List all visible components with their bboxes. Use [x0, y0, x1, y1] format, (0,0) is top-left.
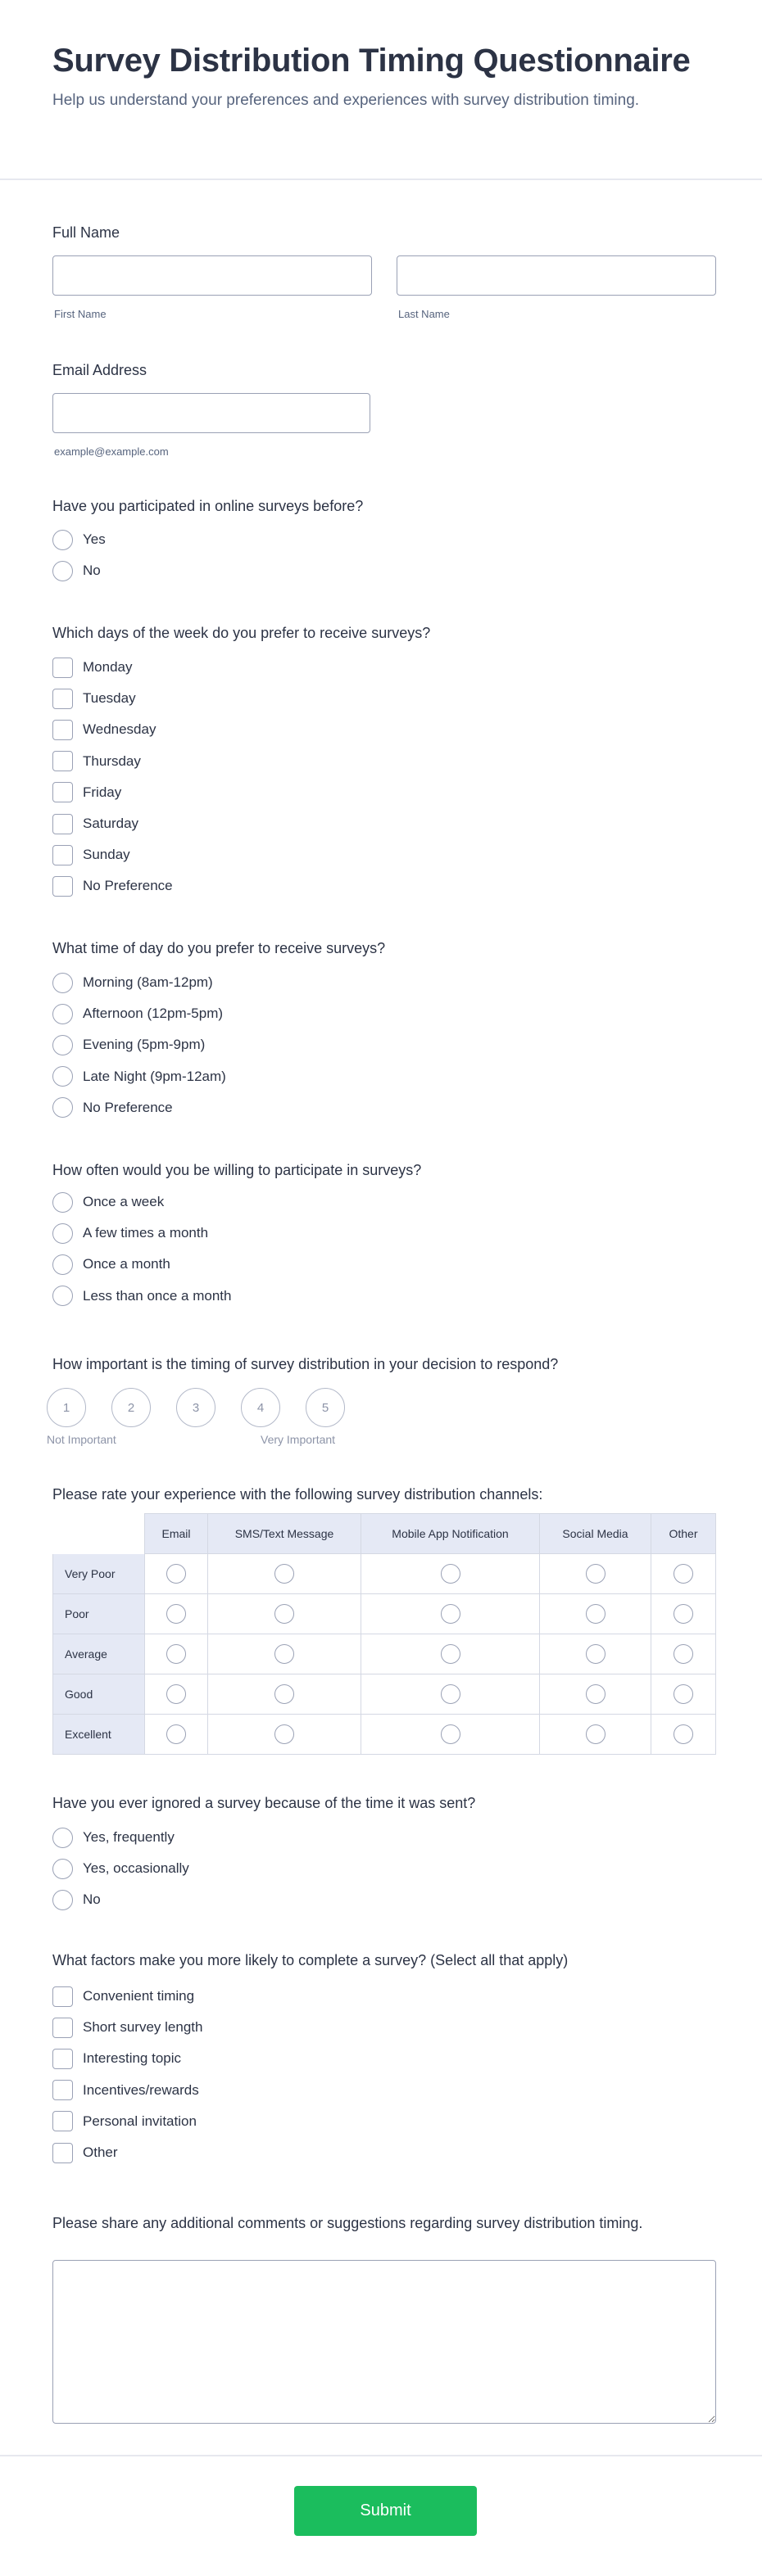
matrix-cell [145, 1715, 208, 1755]
radio-option[interactable] [52, 1097, 173, 1119]
radio-button[interactable] [52, 1004, 73, 1024]
matrix-radio[interactable] [586, 1604, 606, 1624]
option-label: Personal invitation [83, 2113, 197, 2129]
matrix-cell [145, 1634, 208, 1674]
matrix-radio[interactable] [441, 1644, 460, 1664]
radio-option[interactable] [52, 972, 213, 993]
checkbox-option[interactable] [52, 2080, 199, 2101]
checkbox[interactable] [52, 2111, 73, 2131]
matrix-cell [651, 1634, 716, 1674]
option-label: No Preference [83, 878, 173, 894]
matrix-row-label: Very Poor [52, 1554, 145, 1594]
option-label: Saturday [83, 816, 139, 831]
matrix-radio[interactable] [274, 1684, 294, 1704]
checkbox-option[interactable] [52, 657, 132, 678]
option-label: Thursday [83, 752, 141, 769]
matrix-radio[interactable] [586, 1564, 606, 1584]
option-label: Morning (8am-12pm) [83, 974, 213, 990]
matrix-cell [540, 1554, 651, 1594]
matrix-cell [208, 1674, 361, 1715]
option-label: Tuesday [83, 690, 136, 707]
matrix-radio[interactable] [274, 1604, 294, 1624]
scale-max-label: Very Important [261, 1433, 336, 1446]
checkbox-option[interactable] [52, 2017, 202, 2038]
header-divider [0, 179, 762, 180]
scale-option-5[interactable]: 5 [306, 1388, 345, 1427]
matrix-radio[interactable] [441, 1684, 460, 1704]
radio-option[interactable] [52, 1222, 208, 1244]
radio-option[interactable] [52, 1254, 170, 1275]
page-subtitle: Help us understand your preferences and experiences with survey distribution timing. [52, 92, 640, 109]
matrix-row [52, 1554, 716, 1594]
radio-option[interactable] [52, 1066, 226, 1087]
matrix-radio[interactable] [166, 1724, 186, 1744]
option-label: Other [83, 2144, 118, 2160]
radio-button[interactable] [52, 1859, 73, 1879]
matrix-radio[interactable] [166, 1604, 186, 1624]
scale-option-4[interactable]: 4 [241, 1388, 280, 1427]
ignored-question: Have you ever ignored a survey because of the time it was sent? [52, 1795, 476, 1811]
option-label: No [83, 563, 101, 579]
matrix-radio[interactable] [166, 1684, 186, 1704]
radio-button[interactable] [52, 1097, 73, 1118]
radio-button[interactable] [52, 530, 73, 550]
checkbox[interactable] [52, 720, 73, 740]
email-label: Email Address [52, 362, 147, 378]
option-label: Yes [83, 531, 106, 547]
radio-option[interactable] [52, 1191, 164, 1213]
scale-option-2[interactable]: 2 [111, 1388, 151, 1427]
option-label: Evening (5pm-9pm) [83, 1037, 206, 1053]
scale-option-1[interactable]: 1 [47, 1388, 86, 1427]
matrix-row-label: Poor [52, 1594, 145, 1634]
matrix-cell [208, 1634, 361, 1674]
matrix-radio[interactable] [441, 1724, 460, 1744]
option-label: Wednesday [83, 721, 156, 738]
radio-option[interactable] [52, 1889, 101, 1910]
checkbox-option[interactable] [52, 782, 121, 803]
option-label: Incentives/rewards [83, 2081, 199, 2098]
option-label: Sunday [83, 847, 130, 863]
option-label: No [83, 1891, 101, 1908]
checkbox[interactable] [52, 2049, 73, 2069]
comments-question: Please share any additional comments or suggestions regarding survey distribution timing. [52, 2215, 643, 2231]
matrix-cell [651, 1554, 716, 1594]
matrix-row [52, 1634, 716, 1674]
email-sublabel: example@example.com [54, 445, 169, 458]
radio-option[interactable] [52, 1827, 175, 1848]
matrix-radio[interactable] [674, 1644, 693, 1664]
matrix-cell [651, 1594, 716, 1634]
matrix-radio[interactable] [674, 1604, 693, 1624]
footer-divider [0, 2455, 762, 2456]
checkbox-option[interactable] [52, 2142, 118, 2163]
checkbox[interactable] [52, 845, 73, 865]
radio-button[interactable] [52, 1254, 73, 1275]
matrix-cell [208, 1594, 361, 1634]
checkbox-option[interactable] [52, 875, 173, 897]
option-label: Short survey length [83, 2019, 203, 2036]
checkbox-option[interactable] [52, 751, 141, 772]
radio-option[interactable] [52, 560, 101, 581]
matrix-column-header: Social Media [540, 1513, 651, 1554]
comments-textarea[interactable] [52, 2260, 716, 2424]
checkbox-option[interactable] [52, 2048, 181, 2069]
matrix-row-label: Excellent [52, 1715, 145, 1755]
option-label: Friday [83, 784, 122, 800]
matrix-cell [540, 1674, 651, 1715]
full-name-label: Full Name [52, 224, 120, 241]
checkbox[interactable] [52, 1986, 73, 2007]
participated-question: Have you participated in online surveys before? [52, 498, 364, 514]
factors-question: What factors make you more likely to complete a survey? (Select all that apply) [52, 1952, 569, 1968]
option-label: Yes, frequently [83, 1829, 175, 1845]
first-name-input[interactable] [52, 255, 372, 296]
checkbox[interactable] [52, 751, 73, 771]
option-label: Monday [83, 659, 133, 675]
matrix-radio[interactable] [274, 1724, 294, 1744]
radio-button[interactable] [52, 1223, 73, 1244]
time-question: What time of day do you prefer to receive surveys? [52, 940, 386, 956]
last-name-input[interactable] [397, 255, 716, 296]
matrix-radio[interactable] [586, 1644, 606, 1664]
checkbox[interactable] [52, 689, 73, 709]
matrix-radio[interactable] [586, 1684, 606, 1704]
matrix-question: Please rate your experience with the following survey distribution channels: [52, 1486, 543, 1503]
matrix-cell [540, 1594, 651, 1634]
option-label: Once a week [83, 1194, 165, 1209]
checkbox[interactable] [52, 2080, 73, 2100]
checkbox[interactable] [52, 782, 73, 802]
matrix-cell [145, 1554, 208, 1594]
matrix-row-label: Average [52, 1634, 145, 1674]
checkbox[interactable] [52, 2143, 73, 2163]
matrix-cell [145, 1674, 208, 1715]
matrix-cell [361, 1715, 540, 1755]
frequency-question: How often would you be willing to participate in surveys? [52, 1162, 422, 1178]
radio-button[interactable] [52, 1192, 73, 1213]
matrix-cell [208, 1715, 361, 1755]
matrix-row [52, 1594, 716, 1634]
matrix-row [52, 1674, 716, 1715]
matrix-column-header: SMS/Text Message [208, 1513, 361, 1554]
scale-min-label: Not Important [47, 1433, 116, 1446]
matrix-cell [145, 1594, 208, 1634]
checkbox-option[interactable] [52, 844, 130, 865]
matrix-cell [361, 1554, 540, 1594]
checkbox[interactable] [52, 2018, 73, 2038]
matrix-radio[interactable] [166, 1644, 186, 1664]
importance-question: How important is the timing of survey distribution in your decision to respond? [52, 1356, 559, 1372]
matrix-radio[interactable] [674, 1564, 693, 1584]
radio-button[interactable] [52, 1828, 73, 1848]
scale-option-3[interactable]: 3 [176, 1388, 215, 1427]
checkbox[interactable] [52, 658, 73, 678]
option-label: Once a month [83, 1256, 170, 1272]
option-label: Interesting topic [83, 2050, 182, 2067]
checkbox-option[interactable] [52, 813, 138, 834]
radio-button[interactable] [52, 973, 73, 993]
option-label: Yes, occasionally [83, 1860, 189, 1877]
first-name-sublabel: First Name [54, 308, 107, 320]
option-label: No Preference [83, 1099, 173, 1115]
checkbox-option[interactable] [52, 688, 136, 709]
matrix-radio[interactable] [274, 1564, 294, 1584]
matrix-row-label: Good [52, 1674, 145, 1715]
checkbox-option[interactable] [52, 2111, 197, 2132]
matrix-cell [361, 1634, 540, 1674]
radio-button[interactable] [52, 1890, 73, 1910]
option-label: Less than once a month [83, 1287, 232, 1304]
matrix-cell [540, 1715, 651, 1755]
checkbox[interactable] [52, 876, 73, 897]
matrix-radio[interactable] [441, 1604, 460, 1624]
radio-button[interactable] [52, 1066, 73, 1087]
radio-option[interactable] [52, 529, 106, 550]
matrix-radio[interactable] [166, 1564, 186, 1584]
matrix-cell [361, 1594, 540, 1634]
checkbox-option[interactable] [52, 719, 156, 740]
matrix-radio[interactable] [586, 1724, 606, 1744]
matrix-radio[interactable] [441, 1564, 460, 1584]
radio-button[interactable] [52, 1286, 73, 1306]
matrix-radio[interactable] [274, 1644, 294, 1664]
checkbox-option[interactable] [52, 1986, 194, 2007]
matrix-column-header: Email [145, 1513, 208, 1554]
email-input[interactable] [52, 393, 370, 433]
radio-option[interactable] [52, 1003, 223, 1024]
option-label: Late Night (9pm-12am) [83, 1068, 226, 1084]
radio-button[interactable] [52, 561, 73, 581]
matrix-cell [651, 1674, 716, 1715]
radio-button[interactable] [52, 1035, 73, 1055]
matrix-cell [208, 1554, 361, 1594]
matrix-corner [52, 1513, 145, 1554]
matrix-column-header: Mobile App Notification [361, 1513, 540, 1554]
matrix-cell [540, 1634, 651, 1674]
page-title: Survey Distribution Timing Questionnaire [52, 43, 691, 79]
matrix-radio[interactable] [674, 1684, 693, 1704]
submit-button[interactable]: Submit [294, 2486, 477, 2536]
radio-option[interactable] [52, 1858, 189, 1879]
matrix-cell [361, 1674, 540, 1715]
radio-option[interactable] [52, 1286, 231, 1307]
checkbox[interactable] [52, 814, 73, 834]
radio-option[interactable] [52, 1034, 205, 1055]
days-question: Which days of the week do you prefer to receive surveys? [52, 625, 431, 641]
rating-matrix [52, 1513, 716, 1755]
option-label: Afternoon (12pm-5pm) [83, 1006, 224, 1022]
matrix-cell [651, 1715, 716, 1755]
last-name-sublabel: Last Name [398, 308, 450, 320]
option-label: A few times a month [83, 1225, 209, 1241]
matrix-column-header: Other [651, 1513, 716, 1554]
option-label: Convenient timing [83, 1988, 195, 2004]
matrix-radio[interactable] [674, 1724, 693, 1744]
matrix-row [52, 1715, 716, 1755]
